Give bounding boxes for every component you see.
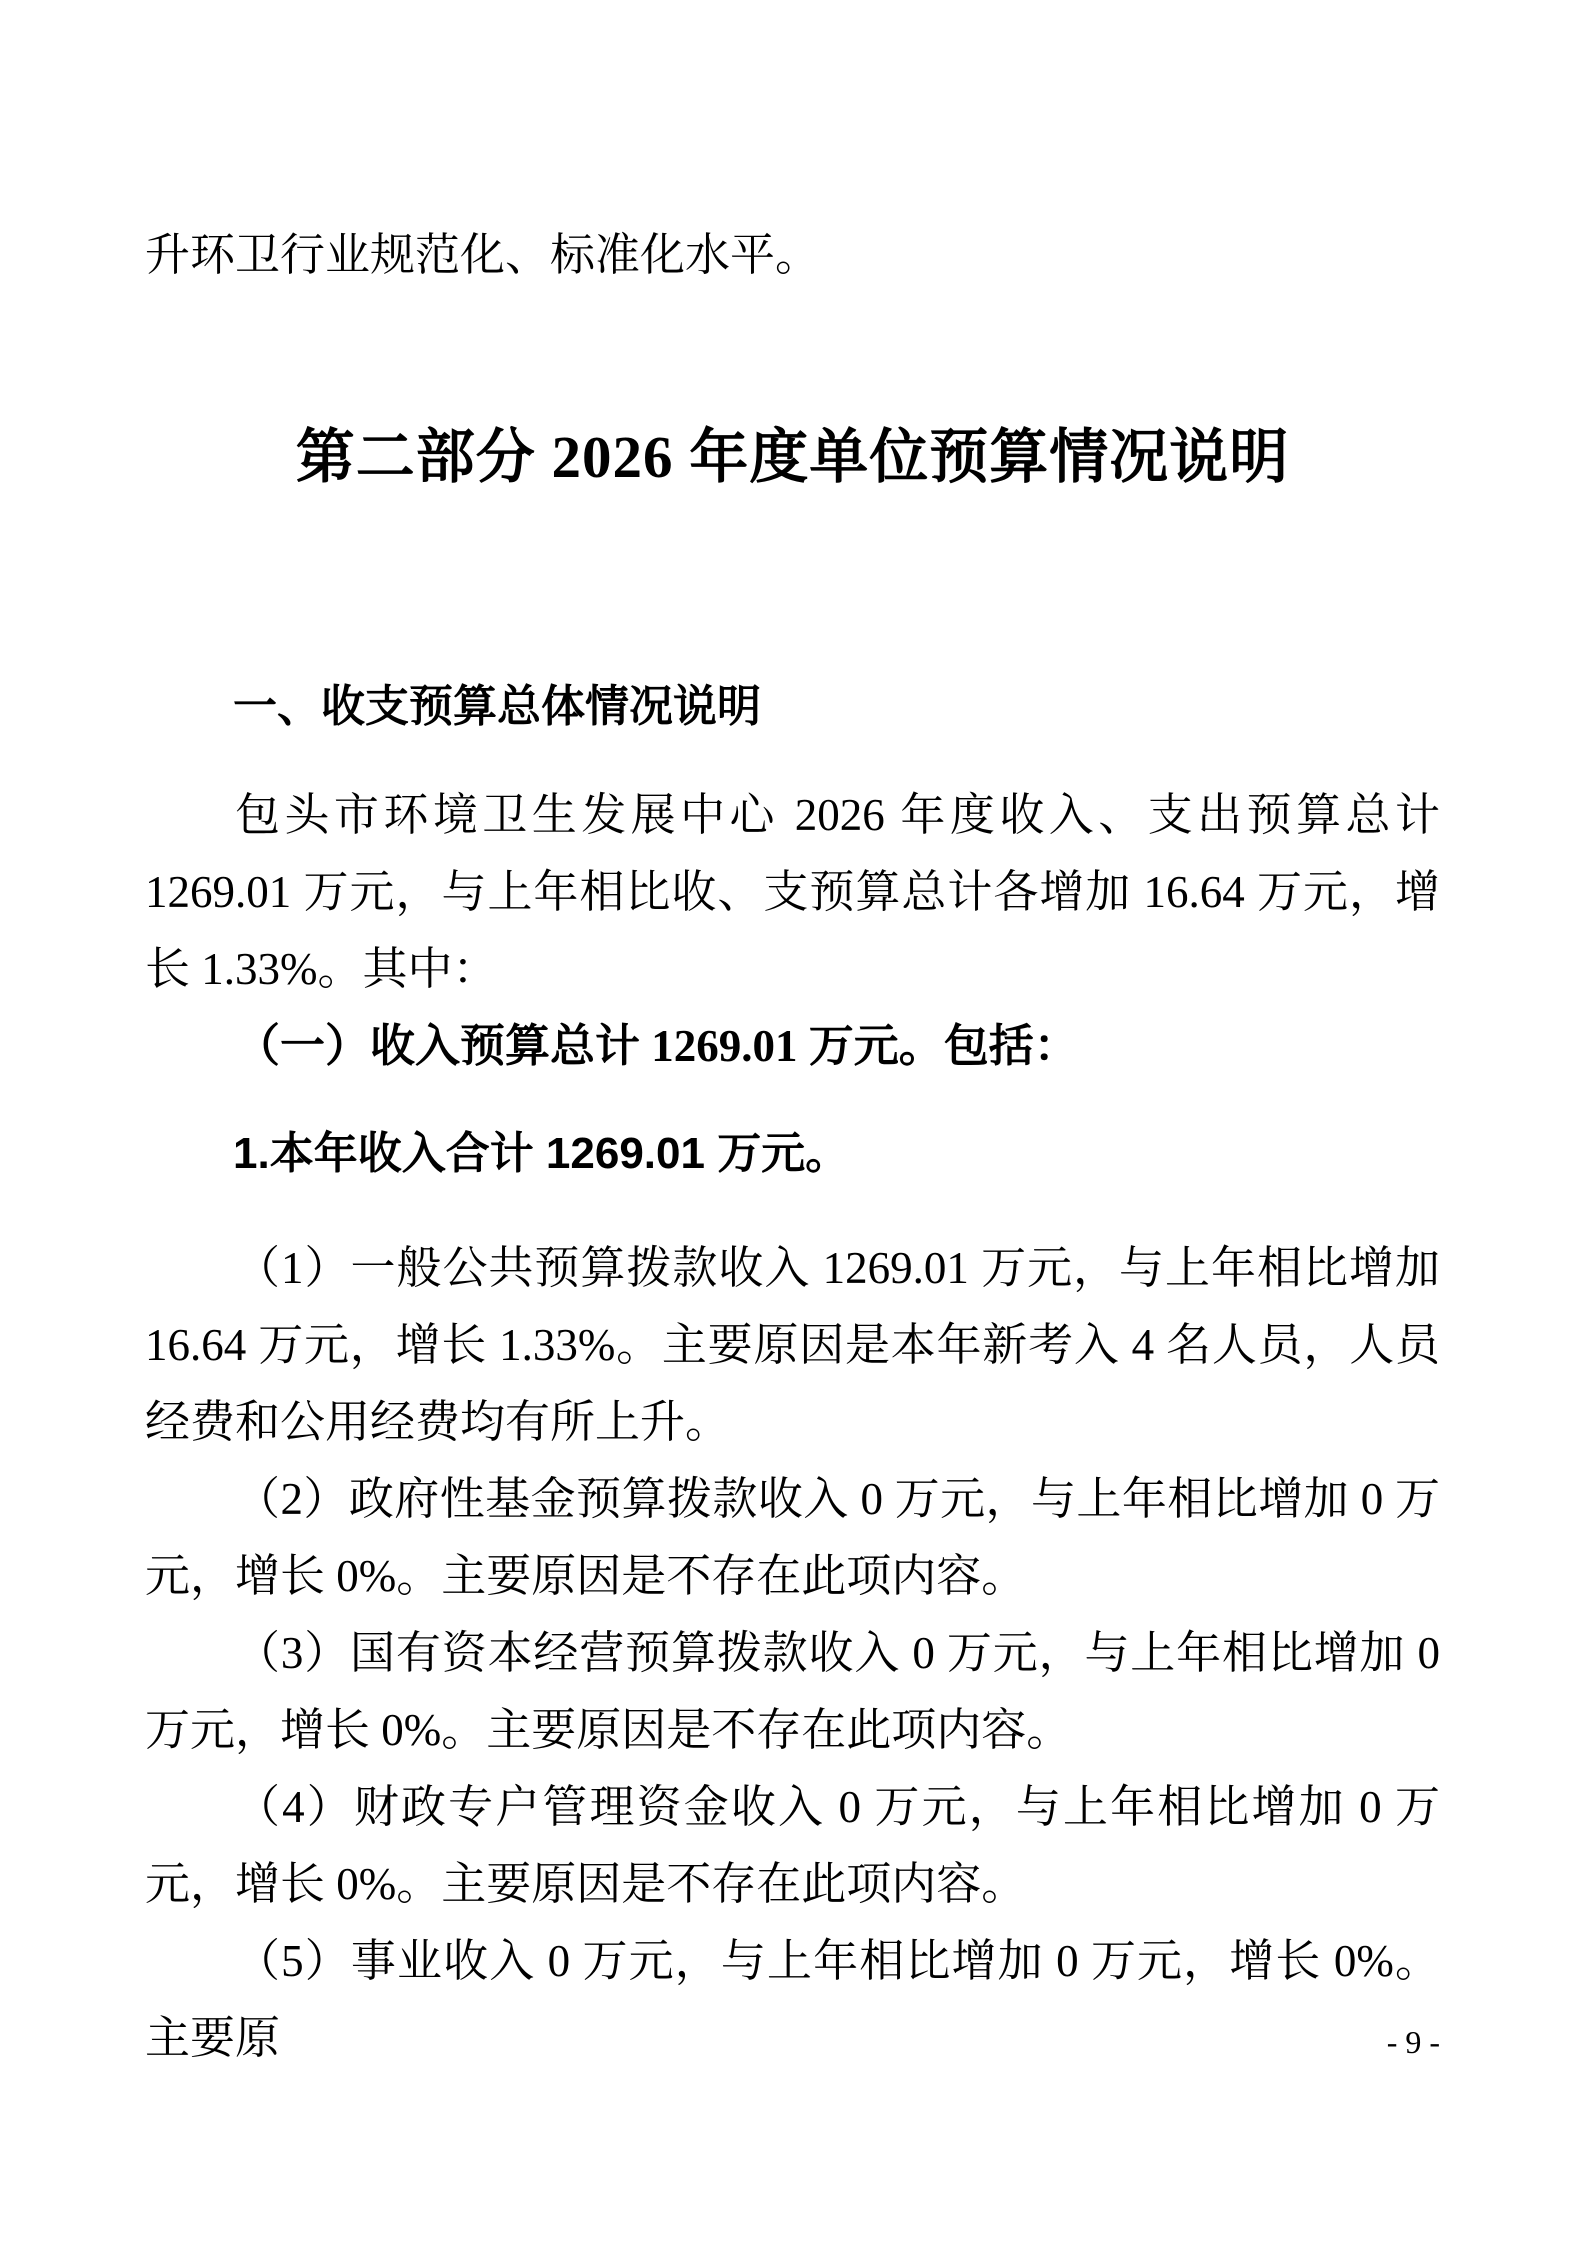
part-title: 第二部分 2026 年度单位预算情况说明	[295, 424, 1290, 490]
document-content	[0, 217, 1588, 2077]
paragraph-item-1-general-public-budget: （1）一般公共预算拨款收入 1269.01 万元，与上年相比增加 16.64 万元，增长 1.33%。主要原因是本年新考入 4 名人员，人员经费和公用经费均有所上升。	[145, 1243, 1440, 1447]
paragraph-item-3-state-capital: （3）国有资本经营预算拨款收入 0 万元，与上年相比增加 0 万元，增长 0%。主要原因是不存在此项内容。	[145, 1628, 1440, 1755]
paragraph-income-total: （一）收入预算总计 1269.01 万元。包括：	[235, 1021, 1079, 1071]
paragraph-item-2-government-funds: （2）政府性基金预算拨款收入 0 万元，与上年相比增加 0 万元，增长 0%。主要原因是不存在此项内容。	[145, 1474, 1440, 1601]
paragraph-current-year-income: 1.本年收入合计 1269.01 万元。	[233, 1129, 850, 1178]
section-heading-1: 一、收支预算总体情况说明	[233, 682, 761, 731]
page-number: - 9 -	[1386, 2024, 1440, 2060]
paragraph-item-5-business-income: （5）事业收入 0 万元，与上年相比增加 0 万元，增长 0%。主要原	[145, 1936, 1440, 2063]
continuation-paragraph: 升环卫行业规范化、标准化水平。	[145, 230, 821, 280]
paragraph-budget-overview: 包头市环境卫生发展中心 2026 年度收入、支出预算总计 1269.01 万元，与上年相比收、支预算总计各增加 16.64 万元，增长 1.33%。其中：	[145, 790, 1440, 994]
paragraph-item-4-fiscal-special-account: （4）财政专户管理资金收入 0 万元，与上年相比增加 0 万元，增长 0%。主要原因是不存在此项内容。	[145, 1782, 1440, 1909]
